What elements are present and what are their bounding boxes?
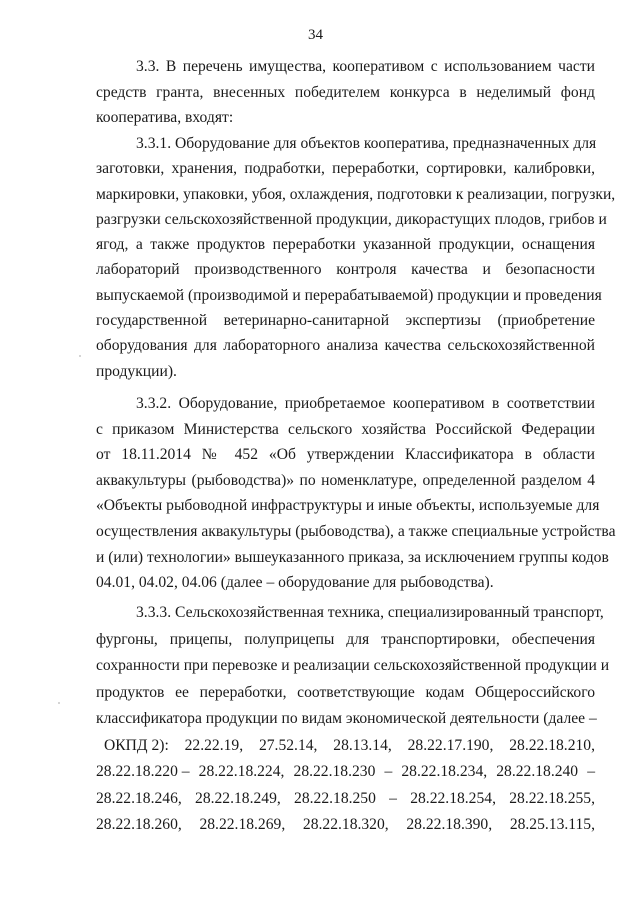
paragraph-line: от 18.11.2014 № 452 «Об утверждении Классификатора в области (96, 446, 595, 464)
paragraph-line: фургоны, прицепы, полуприцепы для транспортировки, обеспечения (96, 630, 595, 648)
okpd-code: ОКПД 2): (104, 736, 169, 754)
paragraph-line: аквакультуры (рыбоводства)» по номенклатуре, определенной разделом 4 (96, 471, 595, 489)
okpd-code: 28.22.18.260, (96, 816, 182, 833)
page-number: 34 (308, 27, 323, 43)
paragraph-line: маркировки, упаковки, убоя, охлаждения, подготовки к реализации, погрузки, (96, 185, 616, 203)
paragraph-line: 3.3. В перечень имущества, кооперативом с использованием части (136, 58, 595, 75)
okpd-code-row (96, 733, 595, 760)
paragraph-line: кооператива, входят: (96, 109, 234, 126)
okpd-code: 28.22.18.246, (96, 789, 182, 807)
okpd-code-row (96, 786, 595, 813)
paragraph-line: выпускаемой (производимой и перерабатываемой) продукции и проведения (96, 286, 602, 304)
okpd-code: 28.22.18.240 (496, 763, 579, 780)
paragraph-line: продукции). (96, 362, 177, 380)
paragraph-line: классификатора продукции по видам экономической деятельности (далее – (96, 710, 597, 727)
okpd-code: 28.22.18.320, (302, 816, 389, 833)
okpd-code: 28.22.18.234, (401, 763, 488, 780)
okpd-code-row (96, 812, 595, 839)
okpd-code: 27.52.14, (258, 736, 318, 754)
okpd-code: 28.22.18.224, (198, 763, 285, 780)
okpd-code: 28.22.18.255, (509, 789, 595, 807)
okpd-code: 28.22.18.254, (410, 789, 496, 807)
paragraph-line: продуктов ее переработки, соответствующие кодам Общероссийского (96, 683, 595, 701)
paragraph-line: ягод, а также продуктов переработки указанной продукции, оснащения (96, 236, 595, 254)
okpd-code: 28.22.18.250 (294, 789, 376, 807)
paragraph-line: и (или) технологии» вышеуказанного приказа, за исключением группы кодов (96, 548, 609, 566)
okpd-code: 28.25.13.115, (509, 816, 595, 833)
paragraph-line: «Объекты рыбоводной инфраструктуры и иные объекты, используемые для (96, 497, 600, 515)
paragraph-line: заготовки, хранения, подработки, переработки, сортировки, калибровки, (96, 160, 595, 178)
okpd-code: 28.22.18.269, (199, 816, 286, 833)
paragraph-line: разгрузки сельскохозяйственной продукции, дикорастущих плодов, грибов и (96, 210, 607, 228)
paragraph-line: лабораторий производственного контроля качества и безопасности (96, 261, 595, 279)
okpd-code: 28.22.17.190, (407, 736, 494, 754)
paragraph-line: 3.3.2. Оборудование, приобретаемое кооперативом в соответствии (136, 395, 595, 412)
okpd-code: 28.22.18.230 (293, 763, 376, 780)
okpd-code: 28.13.14, (333, 736, 392, 754)
paragraph-3-3 (96, 54, 595, 131)
okpd-code: – (587, 763, 595, 780)
okpd-code: 28.22.18.210, (509, 736, 595, 754)
paragraph-line: с приказом Министерства сельского хозяйства Российской Федерации (96, 420, 595, 438)
paragraph-line: сохранности при перевозке и реализации сельскохозяйственной продукции и (96, 657, 610, 674)
scan-speckle (58, 702, 60, 704)
paragraph-3-3-2 (96, 391, 616, 596)
okpd-code: – (389, 789, 397, 807)
paragraph-line: оборудования для лабораторного анализа качества сельскохозяйственной (96, 337, 595, 355)
okpd-code: 22.22.19, (184, 736, 244, 754)
paragraph-line: 04.01, 04.02, 04.06 (далее – оборудование для рыбоводства). (96, 574, 494, 592)
paragraph-line: государственной ветеринарно-санитарной экспертизы (приобретение (96, 312, 595, 330)
okpd-code-row (96, 759, 595, 786)
okpd-code: – (384, 763, 393, 780)
paragraph-3-3-3 (96, 600, 610, 839)
paragraph-line: средств гранта, внесенных победителем конкурса в неделимый фонд (96, 83, 595, 101)
paragraph-line: 3.3.3. Сельскохозяйственная техника, специализированный транспорт, (136, 604, 604, 621)
paragraph-line: осуществления аквакультуры (рыбоводства), а также специальные устройства (96, 522, 616, 540)
okpd-code: 28.22.18.249, (195, 789, 281, 807)
paragraph-line: 3.3.1. Оборудование для объектов кооператива, предназначенных для (136, 135, 597, 152)
okpd-code: 28.22.18.390, (406, 816, 493, 833)
paragraph-3-3-1 (96, 131, 616, 384)
okpd-code: 28.22.18.220 – (96, 763, 190, 780)
scan-speckle (79, 355, 81, 357)
